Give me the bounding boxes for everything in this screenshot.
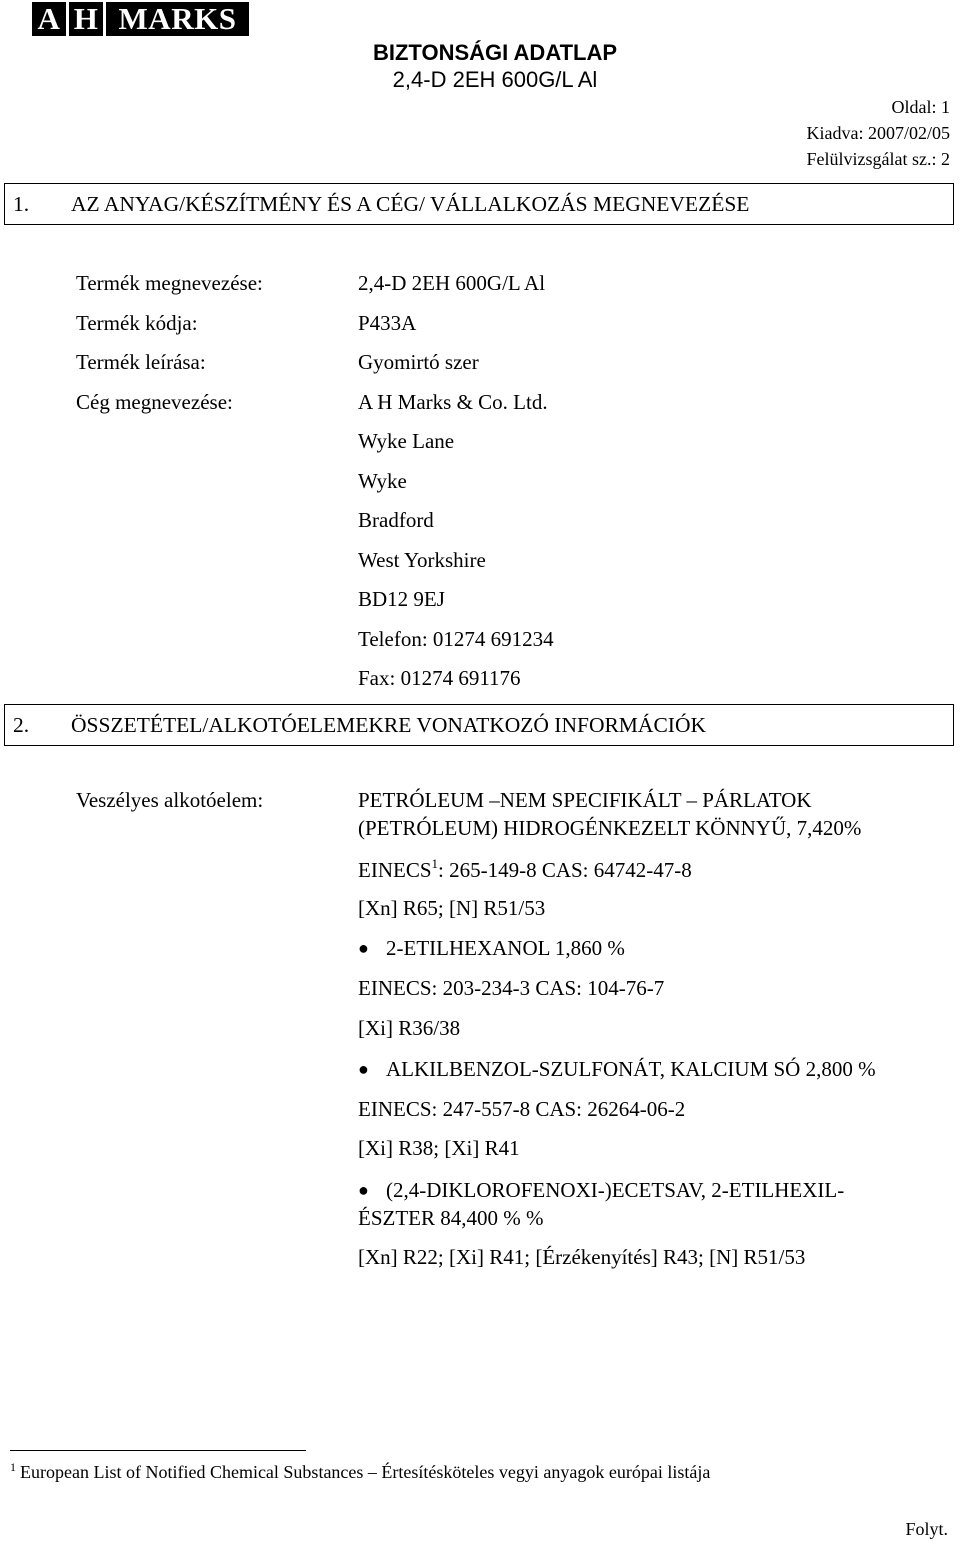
company-logo	[32, 2, 252, 36]
page-number: Oldal: 1	[891, 97, 950, 117]
section-2-header	[4, 704, 954, 746]
component-3-name: ALKILBENZOL-SZULFONÁT, KALCIUM SÓ 2,800 %	[386, 1057, 876, 1081]
company-fax: Fax: 01274 691176	[358, 666, 521, 690]
component-1-risk-phrases: [Xn] R65; [N] R51/53	[358, 896, 546, 920]
field-value-product-name: 2,4-D 2EH 600G/L Al	[358, 271, 546, 295]
bullet-icon: ●	[358, 1180, 369, 1200]
component-3-identifiers: EINECS: 247-557-8 CAS: 26264-06-2	[358, 1097, 686, 1121]
field-label-product-code: Termék kódja:	[76, 311, 198, 335]
component-2-identifiers: EINECS: 203-234-3 CAS: 104-76-7	[358, 976, 665, 1000]
einecs-prefix: EINECS	[358, 858, 432, 882]
section-2-number: 2.	[13, 713, 30, 737]
field-value-product-code: P433A	[358, 311, 417, 335]
footnote-text: European List of Notified Chemical Substances – Értesítésköteles vegyi anyagok európai listája	[20, 1462, 711, 1482]
address-line: Bradford	[358, 508, 434, 532]
address-line: West Yorkshire	[358, 548, 486, 572]
footnote-marker: 1	[10, 1460, 16, 1474]
document-title: BIZTONSÁGI ADATLAP	[372, 40, 618, 65]
address-postcode: BD12 9EJ	[358, 587, 445, 611]
revision-number: Felülvizsgálat sz.: 2	[806, 149, 950, 169]
component-2-risk-phrases: [Xi] R36/38	[358, 1016, 461, 1040]
logo-letter-a: A	[32, 2, 66, 36]
bullet-icon: ●	[358, 938, 369, 958]
address-line: Wyke	[358, 469, 407, 493]
logo-letter-h: H	[69, 2, 103, 36]
component-3-risk-phrases: [Xi] R38; [Xi] R41	[358, 1136, 520, 1160]
address-line: Wyke Lane	[358, 429, 455, 453]
footnote-divider	[10, 1450, 306, 1451]
footnote	[10, 1460, 710, 1483]
footnote-reference: 1	[431, 856, 438, 871]
component-4-name-line1: (2,4-DIKLOROFENOXI-)ECETSAV, 2-ETILHEXIL-	[386, 1178, 845, 1202]
field-value-company-name: A H Marks & Co. Ltd.	[358, 390, 548, 414]
continued-marker: Folyt.	[905, 1519, 948, 1539]
einecs-cas-numbers: : 265-149-8 CAS: 64742-47-8	[438, 858, 692, 882]
component-4-risk-phrases: [Xn] R22; [Xi] R41; [Érzékenyítés] R43; [N] R51/53	[358, 1245, 806, 1269]
section-2-title: ÖSSZETÉTEL/ALKOTÓELEMEKRE VONATKOZÓ INFORMÁCIÓK	[71, 713, 707, 737]
logo-word-marks: MARKS	[106, 2, 249, 36]
section-1-number: 1.	[13, 192, 30, 216]
field-value-product-description: Gyomirtó szer	[358, 350, 479, 374]
field-label-product-description: Termék leírása:	[76, 350, 206, 374]
bullet-icon: ●	[358, 1059, 369, 1079]
field-label-company-name: Cég megnevezése:	[76, 390, 233, 414]
document-subtitle: 2,4-D 2EH 600G/L Al	[392, 67, 598, 92]
component-1-identifiers	[358, 856, 692, 883]
issue-date: Kiadva: 2007/02/05	[806, 123, 950, 143]
hazardous-component-label: Veszélyes alkotóelem:	[76, 788, 264, 812]
section-1-header	[4, 183, 954, 225]
company-phone: Telefon: 01274 691234	[358, 627, 554, 651]
component-2-name: 2-ETILHEXANOL 1,860 %	[386, 936, 625, 960]
component-1-name-line1: PETRÓLEUM –NEM SPECIFIKÁLT – PÁRLATOK	[358, 788, 812, 812]
field-label-product-name: Termék megnevezése:	[76, 271, 263, 295]
component-4-name-line2: ÉSZTER 84,400 % %	[358, 1206, 544, 1230]
section-1-title: AZ ANYAG/KÉSZÍTMÉNY ÉS A CÉG/ VÁLLALKOZÁS MEGNEVEZÉSE	[71, 192, 750, 216]
component-1-name-line2: (PETRÓLEUM) HIDROGÉNKEZELT KÖNNYŰ, 7,420%	[358, 816, 862, 840]
